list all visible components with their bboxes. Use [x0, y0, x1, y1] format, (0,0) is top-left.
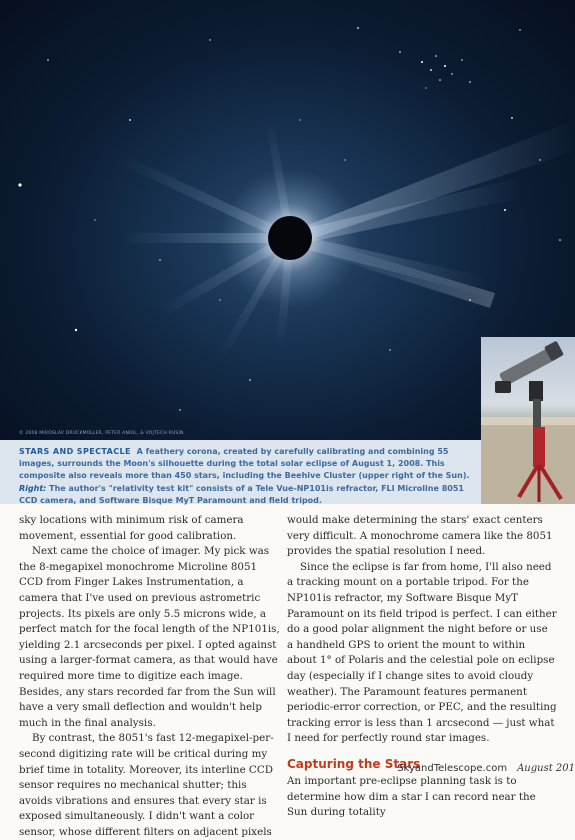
- section-heading: Capturing the Stars: [287, 756, 421, 771]
- footer-site: SkyandTelescope.com: [397, 763, 508, 774]
- photo-credit: © 2008 MIROSLAV DRUCKMÜLLER, PETER ANIOL, & VOJTECH RUSIN: [19, 431, 184, 436]
- left-column: [19, 513, 280, 840]
- paragraph: would make determining the stars' exact centers very difficult. A monochrome camera like the 8051 provides the spatial resolution I need.: [287, 514, 553, 558]
- caption-text: A feathery corona, created by carefully calibrating and combining 55 images, surrounds the Moon's silhouette during the total solar eclipse of August 1, 2008. This composite also reveals more than 450 stars, including the Beehive Cluster (upper right of the Sun).: [19, 447, 470, 481]
- paragraph: Since the eclipse is far from home, I'll also need a tracking mount on a portable tripod. For the NP101is refractor, my Software Bisque MyT Paramount on its field tripod is perfect. I can either do a good polar alignment the night before or use a handheld GPS to orient the mount to within about 1° of Polaris and the celestial pole on eclipse day (especially if I change sites to avoid cloudy weather). The Paramount features permanent periodic-error correction, or PEC, and the resulting tracking error is less than 1 arcsecond — just what I need for perfectly round star images.: [287, 560, 557, 745]
- telescope-inset-photo: [481, 337, 575, 504]
- moon-silhouette: [268, 216, 312, 260]
- paragraph: By contrast, the 8051's fast 12-megapixel-per-second digitizing rate will be critical during my brief time in totality. Moreover, its interline CCD sensor requires no mechanical shutter; this avoids vibrations and ensures that every star is exposed simultaneously. I didn't want a color sensor, whose different filters on adjacent pixels: [19, 732, 274, 838]
- footer-month: August 201: [517, 763, 575, 774]
- caption-heading: STARS AND SPECTACLE: [19, 447, 131, 456]
- figure-caption: [19, 446, 477, 507]
- right-column: [287, 513, 557, 821]
- paragraph: sky locations with minimum risk of camera movement, essential for good calibration.: [19, 514, 244, 542]
- page-footer: [397, 763, 575, 774]
- caption-right-label: Right:: [19, 483, 47, 493]
- paragraph: Next came the choice of imager. My pick was the 8-megapixel monochrome Microline 8051 CCD from Finger Lakes Instrumentation, a camera that I've used on previous astrometric projects. Its pixels are only 5.5 microns wide, a perfect match for the focal length of the NP101is, yielding 2.1 arcseconds per pixel. I opted against using a larger-format camera, as that would have required more time to digitize each image. Besides, any stars recorded far from the Sun will have a very small deflection and wouldn't help much in the final analysis.: [19, 545, 280, 729]
- paragraph: An important pre-eclipse planning task is to determine how dim a star I can record near the Sun during totality: [287, 774, 536, 819]
- telescope-illustration: [481, 337, 575, 504]
- caption-right-text: The author's "relativity test kit" consists of a Tele Vue-NP101is refractor, FLI Microline 8051 CCD camera, and Software Bisque MyT Paramount and field tripod.: [19, 483, 464, 505]
